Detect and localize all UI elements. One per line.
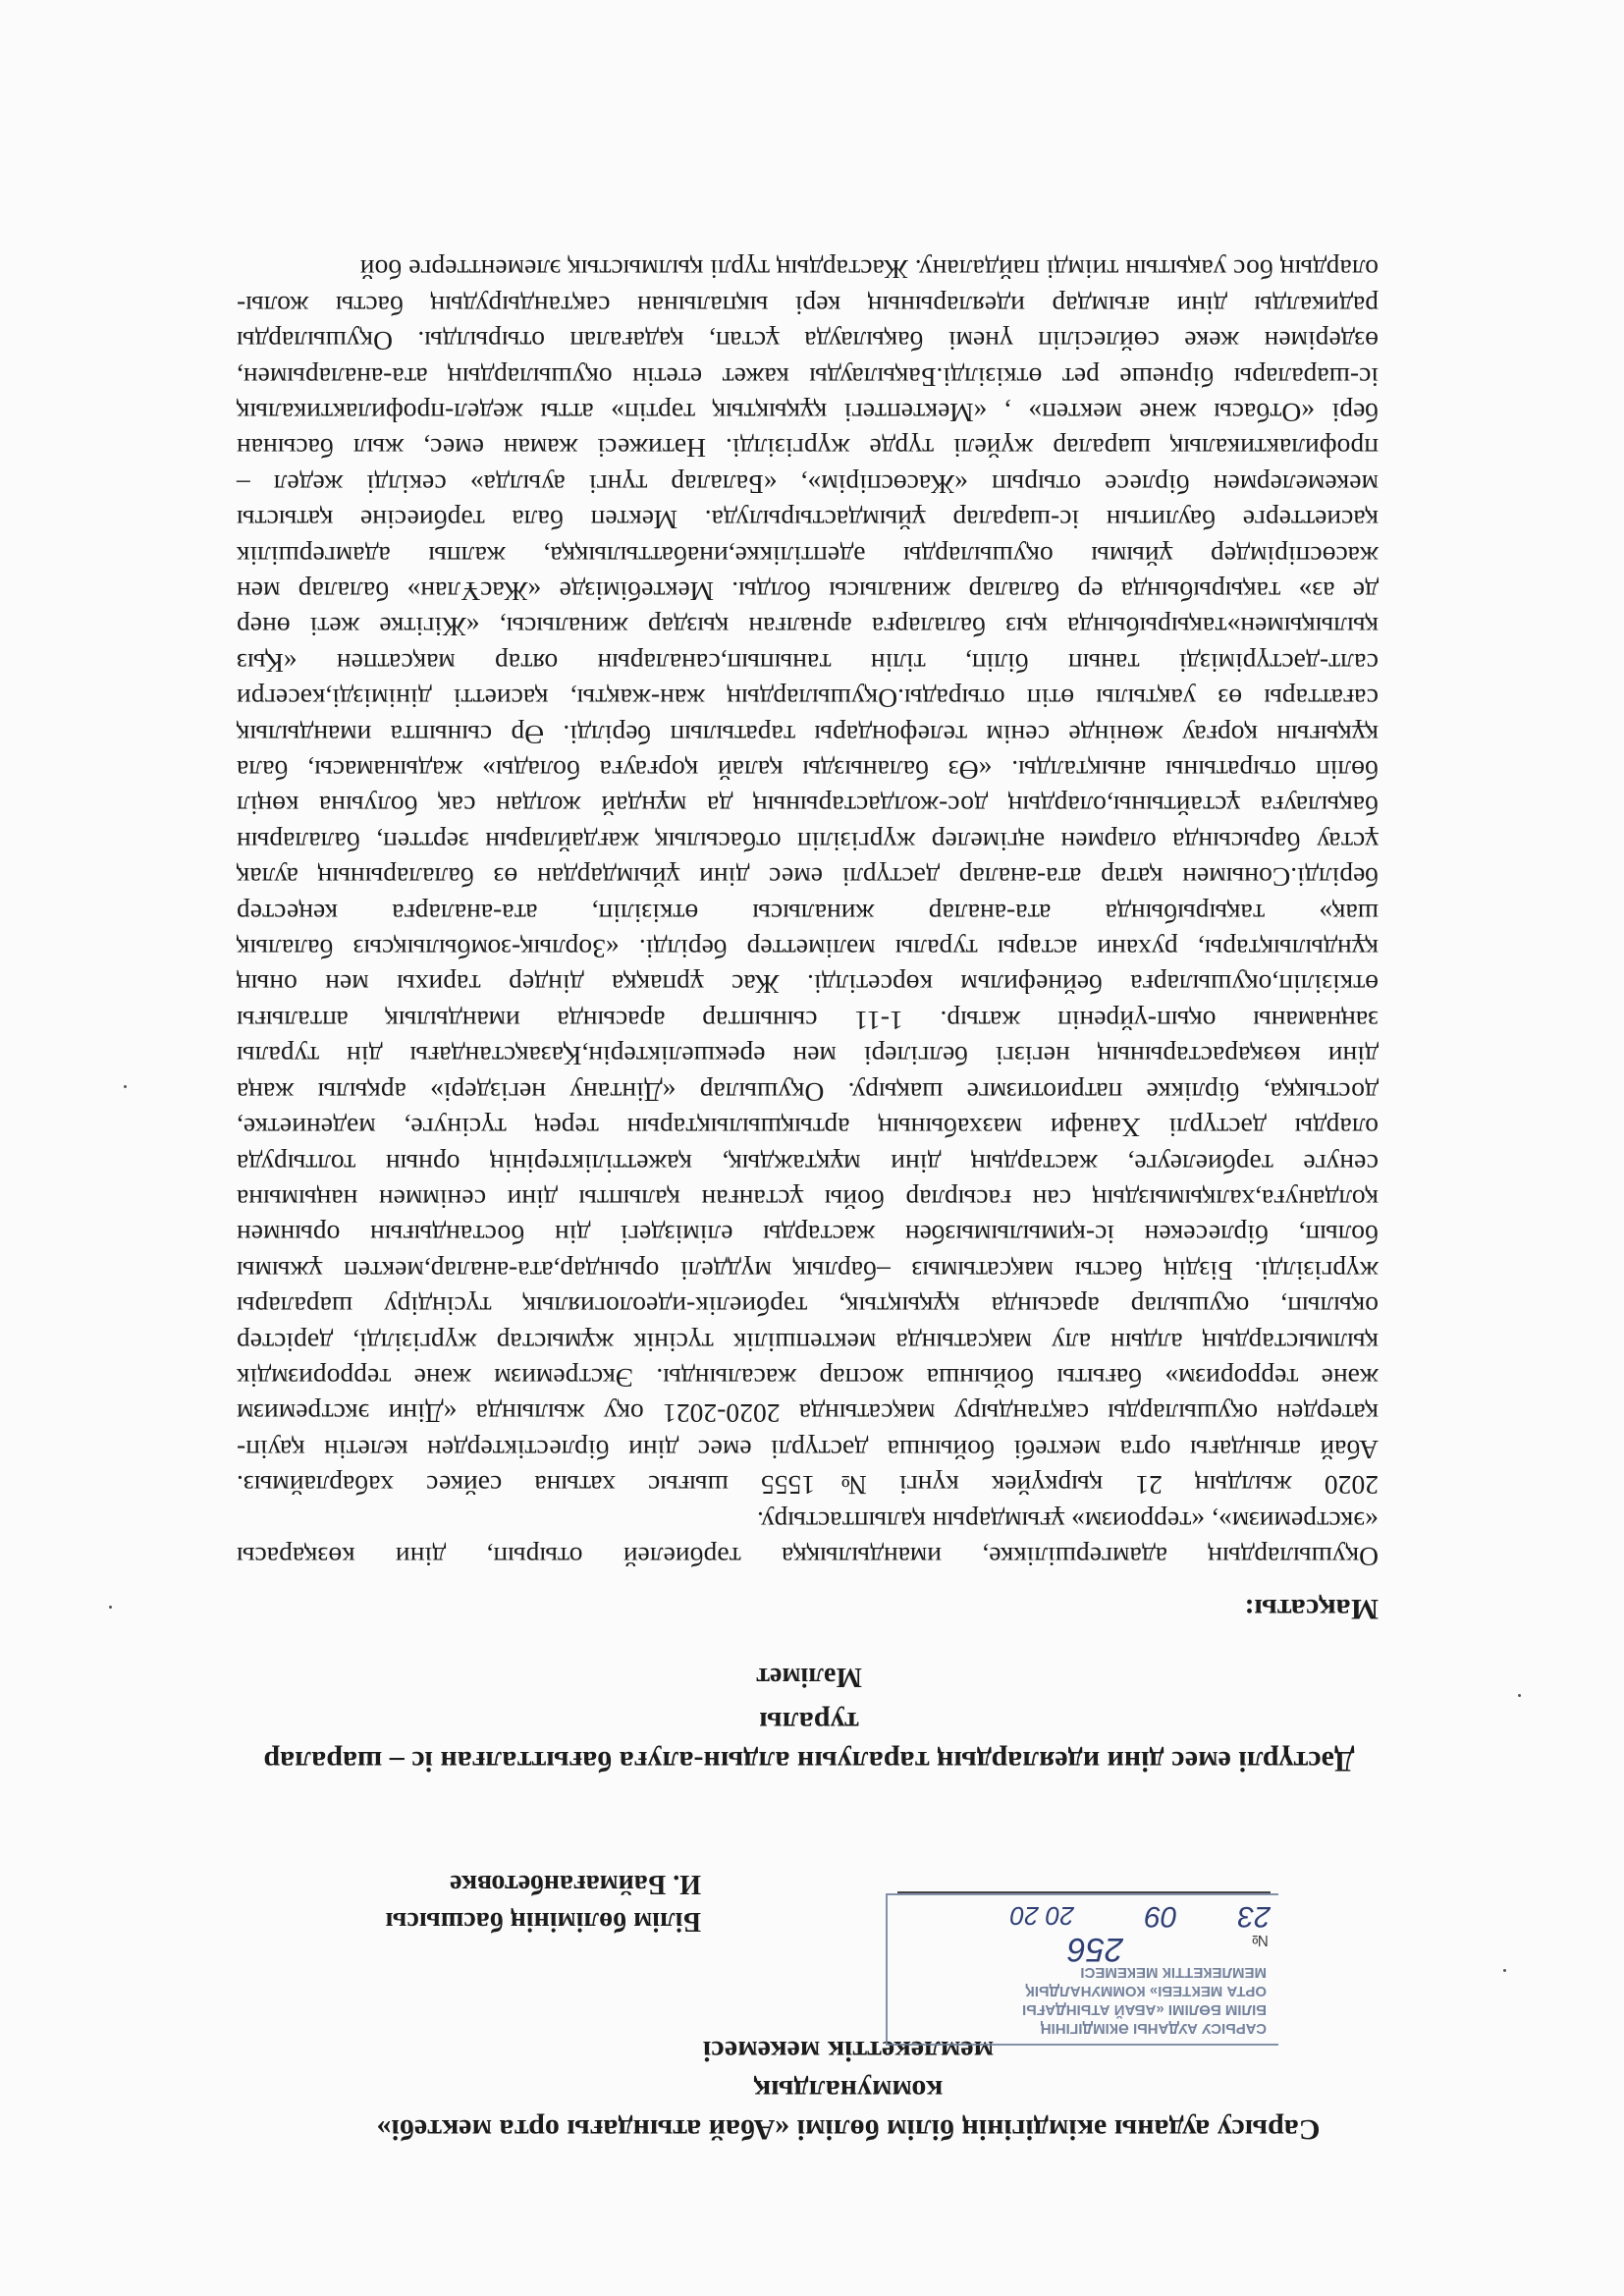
date-year: 20 20 — [1009, 1901, 1074, 1931]
body-line: оқылып, оқушылар арасында құқықтық, тәрбиелік-идеологиялық түсіндіру шаралары — [237, 1291, 1379, 1323]
body-line: шақ» тақырыбында ата-аналар жиналысы өткізіліп, ата-аналарға кеңестер — [237, 898, 1379, 929]
body-line: бақылауға ұстайтыны,олардың дос-жолдастарының да мұндай жолдан сақ болуына көңіл — [237, 791, 1379, 822]
body-line: қолдануға,халқымыздың сан ғасырлар бойы ұстанған қалыпты діни сеніммен наңымына — [237, 1183, 1379, 1215]
body-line: болып, бірлесекен іс-қимылымызбен жастарды еліміздегі дін бостандығын орынмен — [237, 1220, 1379, 1251]
body-line: сенуге тәрбиелеуге, жастардың діни мұқтаждық, қажеттіліктерінің орнын толтыруда — [237, 1148, 1379, 1179]
org-line-1: Сарысу ауданы әкімдігінің білім бөлімі «Абай атындағы орта мектебі» коммуналдық — [376, 2074, 1321, 2146]
body-line: құндылықтары, рухани астары туралы мәліметтер берілді. «Зорлық-зомбылықсыз балалық — [237, 934, 1379, 965]
body-line: жасөспірімдер ұйымы оқушыларды әдептілікке,инабаттылыққа, жалпы адамгершілік — [237, 540, 1379, 572]
body-line: бөліп отыратыны анықталды. «Өз баланызды қалай қорғауға болады» жадынамасы, бала — [237, 755, 1379, 787]
subject-line-1: Дәстүрлі емес діни идеялардың таралуын алдын-алуға бағытталған іс – шаралар — [263, 1745, 1355, 1777]
subject-line-2: туралы — [759, 1706, 859, 1738]
body-line: заңнаманы оқып-үйреніп жатыр. 1-11 сыныптар арасында имандылық апталығы — [237, 1005, 1379, 1036]
stamp-line: САРЫСУ АУДАНЫ ӘКІМДІГІНІҢ — [1040, 2020, 1267, 2037]
scan-speck — [109, 1606, 112, 1609]
purpose-heading: Мақсаты: — [1244, 1593, 1379, 1625]
body-line: бері «Отбасы және мектеп» , «Мектептегі құқықтық тәртіп» атты жедел-профилактикалық — [237, 398, 1379, 428]
body-line: достыққа, бірлікке патриотизмге шақыру. Оқушылар «Дінтану негіздері» арқылы жаңа — [237, 1076, 1379, 1108]
document-type-title: Мәлімет — [756, 1662, 862, 1692]
stamp-line: ОРТА МЕКТЕБІ» КОММУНАЛДЫҚ — [1025, 1983, 1267, 1999]
body-line: қатерден оқушыларды сақтандыру мақсатында 2020-2021 оқу жылында «Діни экстремизм — [237, 1398, 1379, 1430]
stamp-line: МЕМЛЕКЕТТІК МЕКЕМЕСІ — [1080, 1964, 1267, 1981]
body-line: қылмыстардың алдын алу мақсатында мектепшілік түсінік жұмыстар жүргізілді, дәрістер — [237, 1327, 1379, 1358]
date-month: 09 — [1144, 1900, 1177, 1933]
body-line: берілді.Сонымен қатар ата-аналар дәстүрлі емес діни ұйымдардан өз балаларының аулақ — [237, 862, 1379, 894]
body-line: профилактикалық шаралар жүйелі түрде жүргізілді. Нәтижесі жаман емес, жыл басынан — [237, 433, 1379, 465]
body-line: 2020 жылдың 21 қыркүйек күнгі №1555 шығыс хатына сәйкес хабарлаймыз. — [237, 1470, 1379, 1502]
date-underline — [897, 1891, 1271, 1893]
scan-speck — [1503, 1969, 1506, 1972]
stamp-line: БІЛІМ БӨЛІМІ «АБАЙ АТЫНДАҒЫ — [1022, 2001, 1267, 2018]
body-line: өздерімен жеке сөйлесіліп үнемі бақылауда ұстап, қадағалап отырылды. Оқушыларды — [237, 326, 1379, 357]
date-day: 23 — [1237, 1900, 1271, 1933]
body-line: радикалды діни ағымдар идеяларының кері ықпалынан сақтандырудың басты жолы- — [237, 290, 1379, 321]
body-line: олардың бос уақытын тиімді пайдалану. Жастардың түрлі қылмыстық элементтерге бой — [359, 254, 1379, 286]
body-line: қасиеттерге баулитын іс-шаралар ұйымдастырылуда. Мектеп бала тәрбиесіне қатысты — [237, 505, 1379, 536]
body-line: «экстремизм», «терроизм» ұғымдарын қалыптастыру. — [757, 1505, 1379, 1537]
scan-speck — [1518, 1694, 1521, 1697]
outgoing-number: 256 — [1067, 1931, 1123, 1968]
registration-stamp — [886, 1893, 1278, 2046]
body-line: құқығын қорғау жөнінде сенім телефондары таратылып берілді. Әр сыныпта имандылық — [237, 719, 1379, 750]
body-line: жүргізілді. Біздің басты мақсатымыз –барлық мүдделі орындар,ата-аналар,мектеп ұжымы — [237, 1255, 1379, 1286]
body-line: Абай атындағы орта мектебі бойынша дәстүрлі емес діни бірлестіктерден келетін қауіп- — [237, 1434, 1379, 1465]
body-line: сағаттары өз уақтылы өтіп отырады.Оқушылардың жан-жақты, қасиетті дінімізді,кәсегри — [237, 683, 1379, 715]
body-line: мекемелермен бірлесе отырып «Жасөспірім», «Балалар түнгі ауылда» секілді жедел – — [237, 468, 1379, 500]
org-line-2: мемлекеттік мекемесі — [702, 2035, 995, 2067]
body-line: іс-шаралары бірнеше рет өткізілді.Бақылауды кажет ететін оқушылардың ата-аналарымен, — [237, 361, 1379, 393]
body-line: діни көзқарастарының негізгі белгілері мен ерекшеліктерін,Қазақстандағы дін туралы — [237, 1041, 1379, 1072]
body-line: оларды дәстүрлі Ханафи мазхабының артықшылықтарын терең түсінуге, мәдениетке, — [237, 1113, 1379, 1144]
body-line: қылықымен»тақырыбында қыз балаларға арналған қыздар жиналысы, «Жігітке жеті өнер — [237, 612, 1379, 643]
scan-speck — [124, 1085, 127, 1088]
addressee-line-1: Білім бөлімінің басшысы — [385, 1906, 701, 1937]
addressee-block — [259, 1865, 701, 1940]
body-line: салт-дәстүрімізді танып біліп, тілін таныпып,саналарын оятар мақсатпен «Қыз — [237, 647, 1379, 679]
body-line: де аз» тақырыбында ер балалар жиналысы болды. Мектебімізде «ЖасҰлан» балалар мен — [237, 576, 1379, 608]
number-label: № — [1251, 1932, 1269, 1948]
body-line: және терроризм» бағыты бойынша жоспар жасалынды. Экстремизм және терроризмдік — [237, 1362, 1379, 1394]
document-subject — [240, 1702, 1379, 1780]
body-text — [237, 251, 1379, 1574]
body-line: Оқушылардың адамгершілікке, имандылыққа тәрбиелей отырып, діни көзқарасы — [237, 1542, 1379, 1572]
addressee-line-2: И. Баймағанбетовке — [450, 1869, 701, 1899]
organization-header — [318, 2031, 1379, 2149]
body-line: өткізіліп,оқушыларға бейнефильм көрсетілді. Жас ұрпаққа діндер тарихы мен оның — [237, 969, 1379, 1001]
body-line: ұстау барысында олармен әңгімелер жүргізіліп отбасылық жағдайларын зерттеп, балаларын — [237, 826, 1379, 857]
